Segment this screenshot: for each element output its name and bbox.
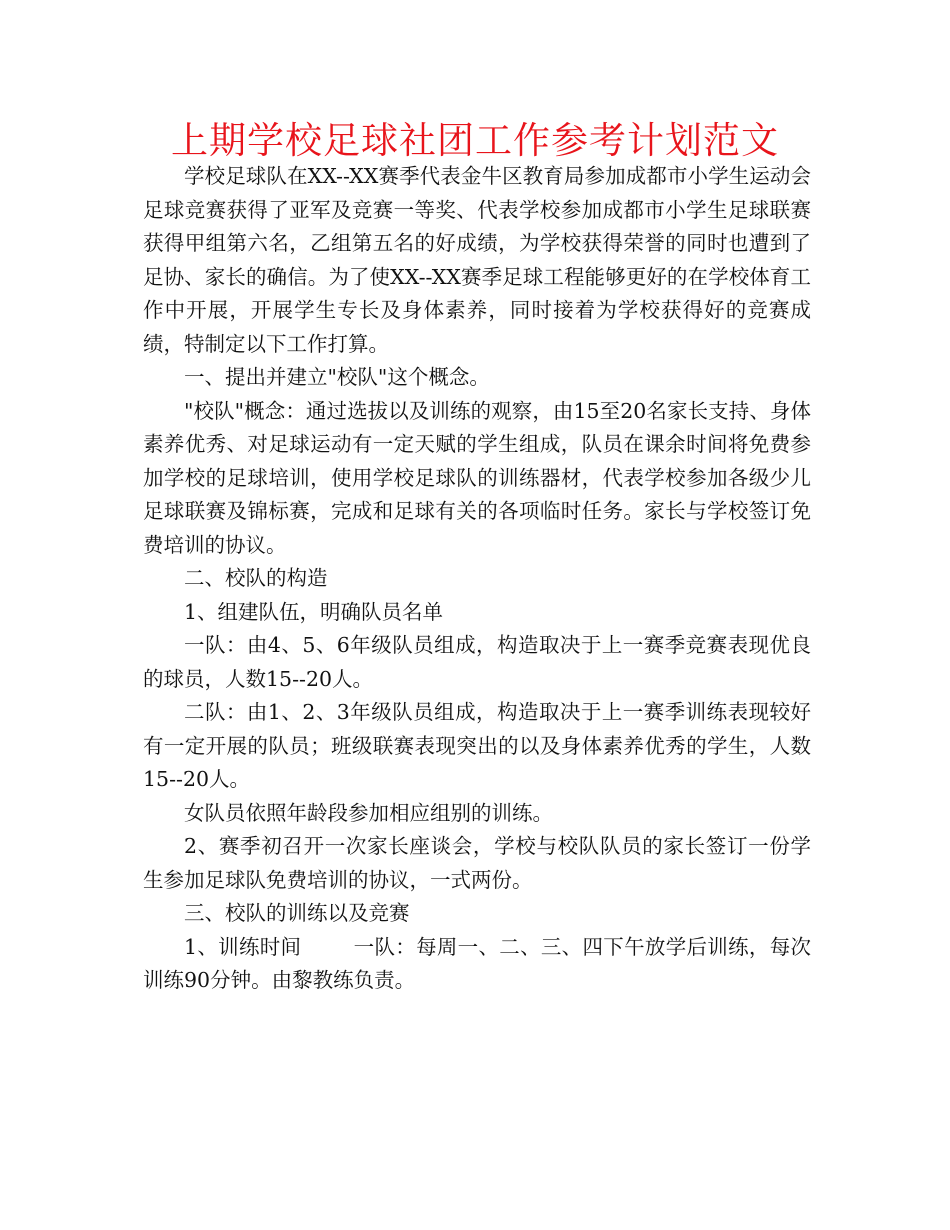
paragraph-intro: 学校足球队在XX--XX赛季代表金牛区教育局参加成都市小学生运动会足球竞赛获得了亚军及竞赛一等奖、代表学校参加成都市小学生足球联赛获得甲组第六名，乙组第五名的好成绩，为学校获得荣誉的同时也遭到了足协、家长的确信。为了使XX--XX赛季足球工程能够更好的在学校体育工作中开展，开展学生专长及身体素养，同时接着为学校获得好的竞赛成绩，特制定以下工作打算。 — [143, 164, 811, 356]
paragraph-section-one-heading: 一、提出并建立"校队"这个概念。 — [184, 365, 490, 389]
paragraph-team-one: 一队：由4、5、6年级队员组成，构造取决于上一赛季竞赛表现优良的球员，人数15--20人。 — [143, 633, 811, 691]
paragraph-girls-team: 女队员依照年龄段参加相应组别的训练。 — [184, 800, 553, 825]
paragraph-training-time — [143, 931, 811, 998]
paragraph-team-roster: 1、组建队伍，明确队员名单 — [184, 599, 444, 624]
paragraph-team-two: 二队：由1、2、3年级队员组成，构造取决于上一赛季训练表现较好有一定开展的队员；班级联赛表现突出的以及身体素养优秀的学生，人数15--20人。 — [143, 700, 811, 791]
paragraph-parent-meeting: 2、赛季初召开一次家长座谈会，学校与校队队员的家长签订一份学生参加足球队免费培训的协议，一式两份。 — [143, 834, 811, 892]
training-time-label: 1、训练时间 — [184, 934, 302, 959]
document-body — [143, 160, 811, 998]
document-title: 上期学校足球社团工作参考计划范文 — [171, 119, 779, 162]
training-time-text: 一队：每周一、二、三、四下午放学后训练，每次训练90分钟。由黎教练负责。 — [143, 934, 811, 992]
paragraph-section-two-heading: 二、校队的构造 — [184, 566, 328, 590]
paragraph-section-three-heading: 三、校队的训练以及竞赛 — [184, 901, 410, 925]
paragraph-school-team-concept: "校队"概念：通过选拔以及训练的观察，由15至20名家长支持、身体素养优秀、对足球运动有一定天赋的学生组成，队员在课余时间将免费参加学校的足球培训，使用学校足球队的训练器材，代表学校参加各级少儿足球联赛及锦标赛，完成和足球有关的各项临时任务。家长与学校签订免费培训的协议。 — [143, 398, 811, 557]
